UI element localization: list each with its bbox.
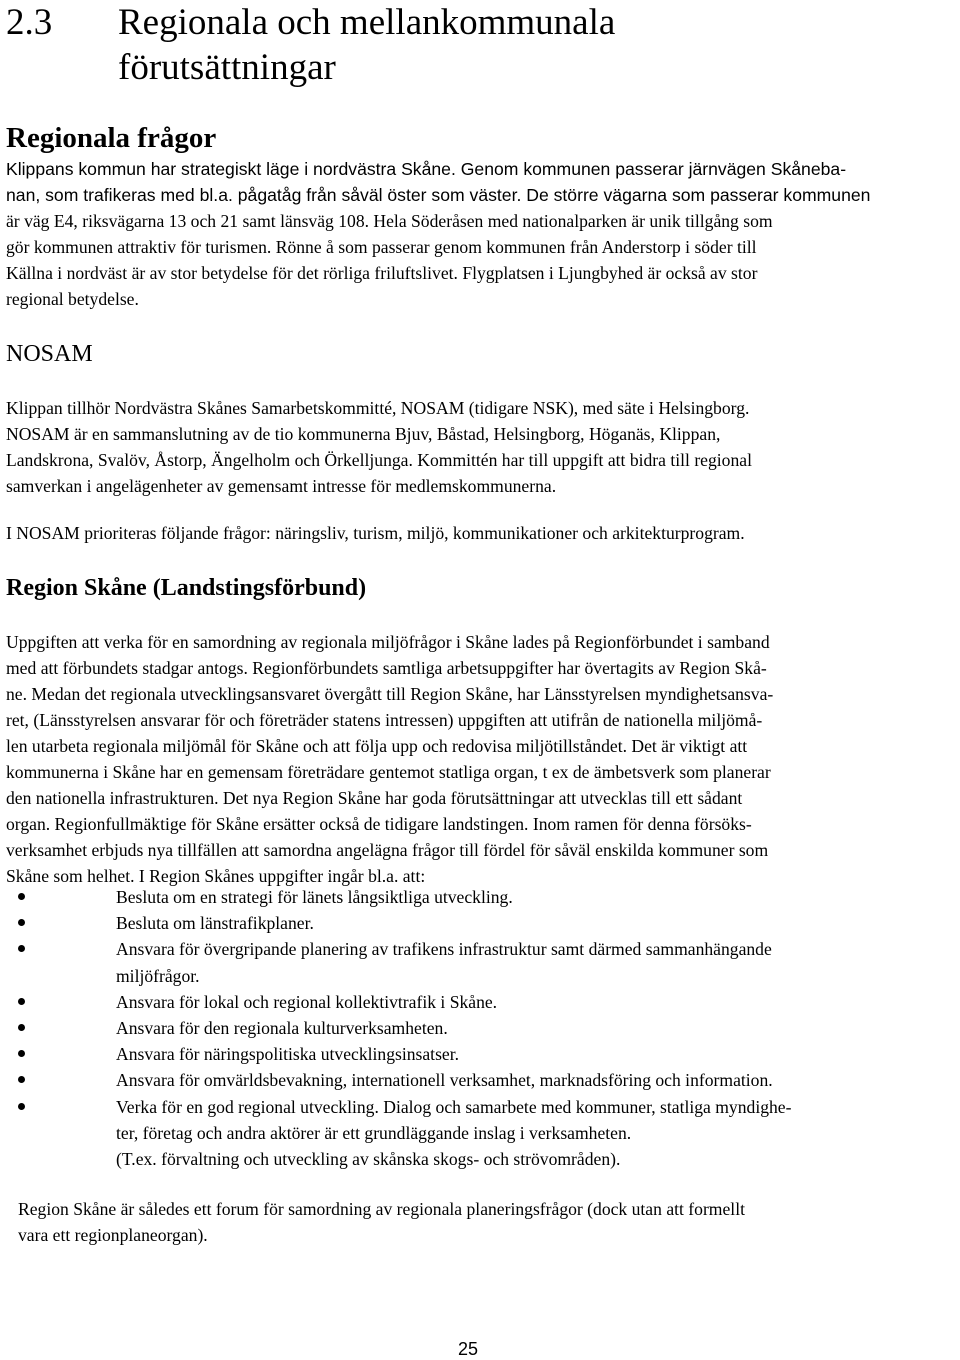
regionala-line: Källna i nordväst är av stor betydelse för det rörliga friluftslivet. Flygplatsen i Ljungbyhed är också av stor [6,263,758,283]
heading-region-skane [6,573,366,603]
region-skane-task-list [0,884,791,1172]
regionala-paragraph [6,156,870,312]
section-title-line-1: Regionala och mellankommunala [118,2,616,43]
regionala-line: nan, som trafikeras med bl.a. pågatåg från såväl öster som väster. De större vägarna som passerar kommunen [6,185,871,205]
bullet-icon [18,945,25,952]
regionala-line: regional betydelse. [6,289,139,309]
heading-regionala-fragor: Regionala frågor [6,122,217,154]
nosam-line: Klippan tillhör Nordvästra Skånes Samarbetskommitté, NOSAM (tidigare NSK), med säte i Helsingborg. [6,398,750,418]
region-skane-line: ne. Medan det regionala utvecklingsansvaret övergått till Region Skåne, har Länsstyrelsen myndighetsansva- [6,684,774,704]
bullet-icon [18,998,25,1005]
bullet-icon [18,1050,25,1057]
nosam-line: samverkan i angelägenheter av gemensamt intresse för medlemskommunerna. [6,476,557,496]
closing-line: vara ett regionplaneorgan). [18,1225,208,1245]
nosam-line: Landskrona, Svalöv, Åstorp, Ängelholm och Örkelljunga. Kommittén har till uppgift att bidra till regional [6,450,752,470]
region-skane-line: len utarbeta regionala miljömål för Skåne och att följa upp och redovisa miljötillståndet. Det är viktigt att [6,736,748,756]
list-item: Ansvara för lokal och regional kollektivtrafik i Skåne. [0,989,791,1015]
list-item: Besluta om en strategi för länets långsiktliga utveckling. [0,884,791,910]
list-item: Verka för en god regional utveckling. Dialog och samarbete med kommuner, statliga myndighe- ter, företag och andra aktörer är ett grundläggande inslag i verksamheten. (T.ex. förvaltning och utveckling av skånska skogs- och strövområden). [0,1094,791,1173]
nosam-line: NOSAM är en sammanslutning av de tio kommunerna Bjuv, Båstad, Helsingborg, Höganäs, Klippan, [6,424,721,444]
region-skane-line: Uppgiften att verka för en samordning av regionala miljöfrågor i Skåne lades på Regionförbundet i samband [6,632,770,652]
region-skane-line: med att förbundets stadgar antogs. Regionförbundets samtliga arbetsuppgifter har övertagits av Region Skå- [6,658,767,678]
closing-line: Region Skåne är således ett forum för samordning av regionala planeringsfrågor (dock utan att formellt [18,1199,745,1219]
list-item: Besluta om länstrafikplaner. [0,910,791,936]
list-item: Ansvara för den regionala kulturverksamheten. [0,1015,791,1041]
closing-paragraph [18,1196,745,1248]
regionala-line: är väg E4, riksvägarna 13 och 21 samt länsväg 108. Hela Söderåsen med nationalparken är unik tillgång som [6,211,773,231]
bullet-icon [18,1076,25,1083]
list-item: Ansvara för näringspolitiska utvecklingsinsatser. [0,1041,791,1067]
regionala-line: Klippans kommun har strategiskt läge i nordvästra Skåne. Genom kommunen passerar järnvägen Skåneba- [6,159,847,179]
page-number: 25 [458,1339,479,1359]
nosam-priorities-line: I NOSAM prioriteras följande frågor: näringsliv, turism, miljö, kommunikationer och arkitekturprogram. [6,523,745,543]
list-item: Ansvara för övergripande planering av trafikens infrastruktur samt därmed sammanhängande miljöfrågor. [0,936,791,988]
bullet-icon [18,1024,25,1031]
section-number: 2.3 [6,2,53,43]
region-skane-line: verksamhet erbjuds nya tillfällen att samordna angelägna frågor till fördel för såväl enskilda kommuner som [6,840,769,860]
heading-region-skane-rest: (Landstingsförbund) [146,575,367,601]
nosam-paragraph-2 [6,520,745,546]
list-item: Ansvara för omvärldsbevakning, internationell verksamhet, marknadsföring och information. [0,1067,791,1093]
region-skane-line: kommunerna i Skåne har en gemensam företrädare gentemot statliga organ, t ex de ämbetsverk som planerar [6,762,771,782]
bullet-icon [18,893,25,900]
nosam-paragraph-1 [6,395,752,499]
section-title-line-2: förutsättningar [118,47,336,88]
region-skane-paragraph [6,629,773,889]
region-skane-line: Skåne som helhet. I Region Skånes uppgifter ingår bl.a. att: [6,866,426,886]
bullet-icon [18,919,25,926]
bullet-icon [18,1103,25,1110]
heading-region-skane-bold: Region Skåne [6,575,147,601]
region-skane-line: den nationella infrastrukturen. Det nya Region Skåne har goda förutsättningar att utvecklas till ett sådant [6,788,743,808]
regionala-line: gör kommunen attraktiv för turismen. Rönne å som passerar genom kommunen från Anderstorp i söder till [6,237,757,257]
heading-nosam: NOSAM [6,341,93,367]
region-skane-line: ret, (Länsstyrelsen ansvarar för och företräder statens intressen) uppgiften att utifrån de nationella miljömå- [6,710,763,730]
region-skane-line: organ. Regionfullmäktige för Skåne ersätter också de tidigare landstingen. Inom ramen för denna försöks- [6,814,752,834]
section-title [6,0,615,90]
